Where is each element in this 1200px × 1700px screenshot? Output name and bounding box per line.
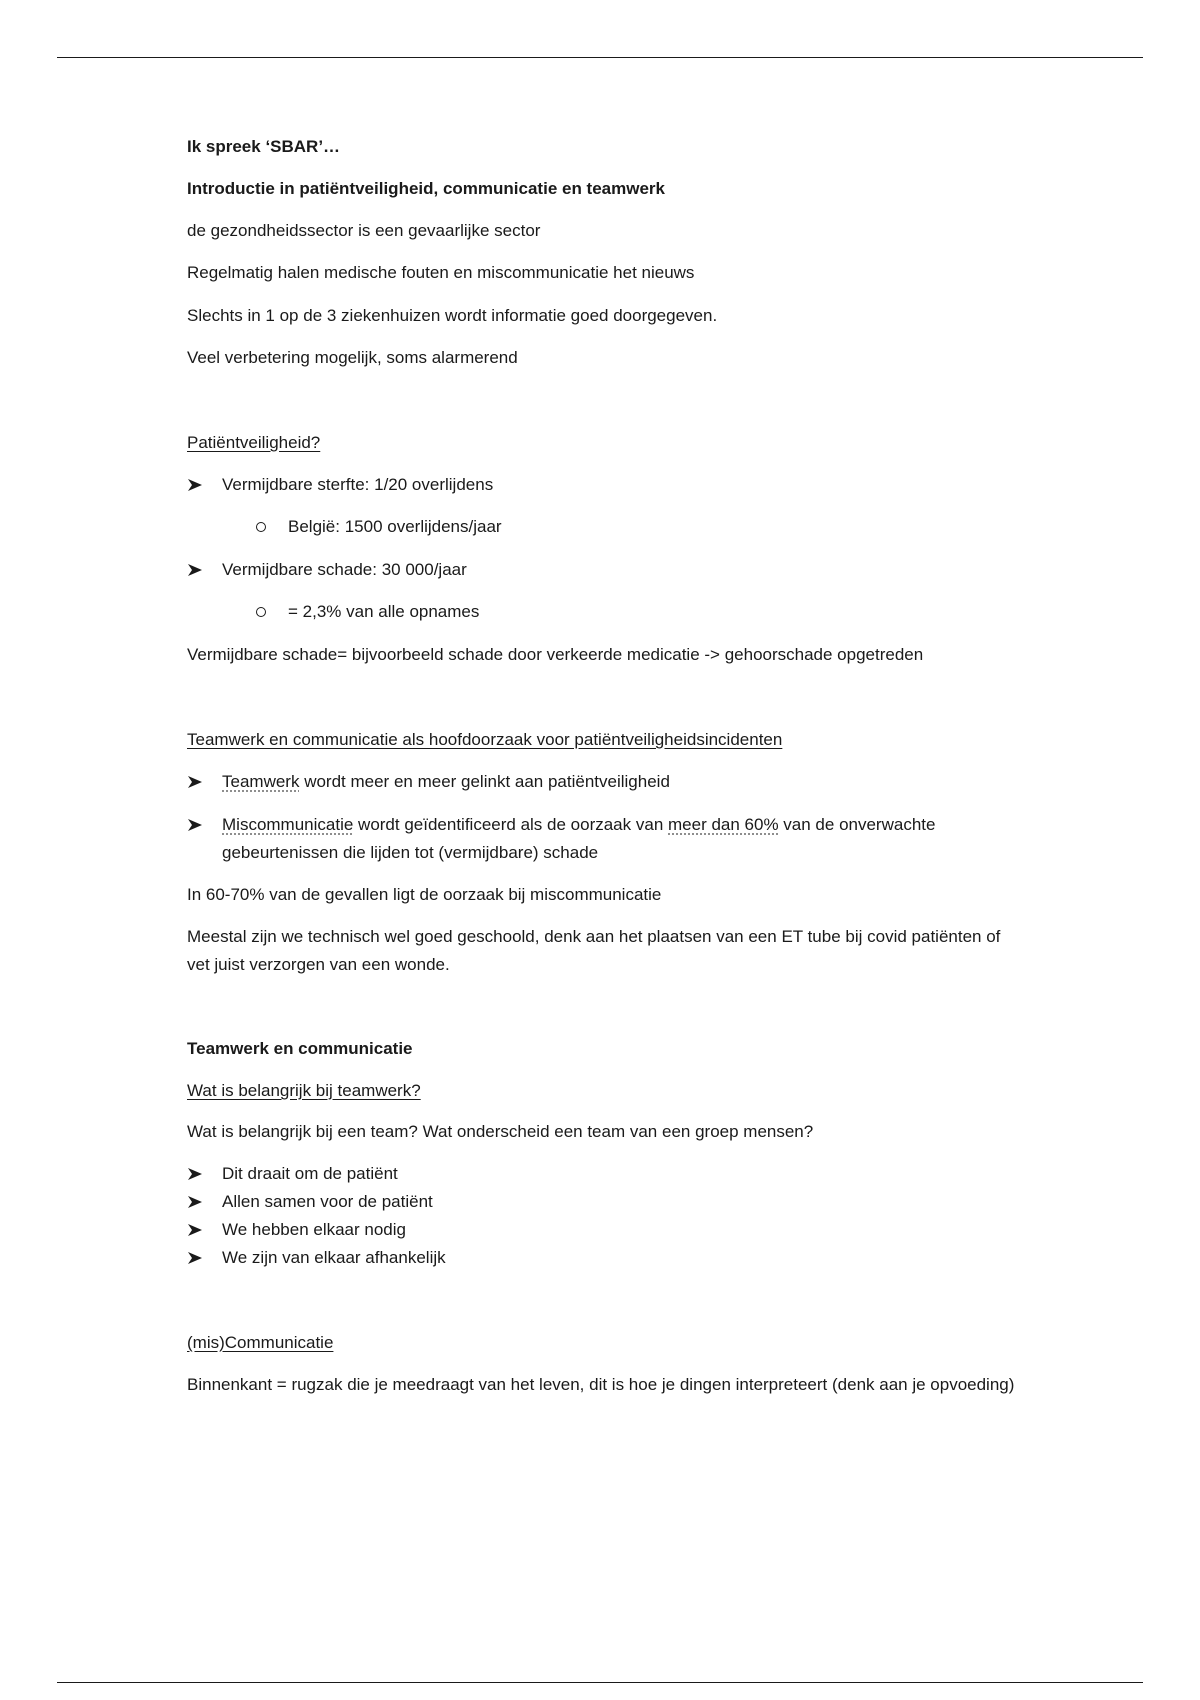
header-rule <box>57 57 1143 58</box>
list-item-text: Vermijdbare sterfte: 1/20 overlijdens <box>222 475 494 494</box>
list-item <box>187 811 1032 867</box>
sub-list-item <box>256 598 479 626</box>
teamwork-cause-paragraph: Meestal zijn we technisch wel goed geschoold, denk aan het plaatsen van een ET tube bij covid patiënten of vet juist verzorgen van een wonde. <box>187 927 1001 974</box>
list-item-text: Allen samen voor de patiënt <box>222 1192 433 1211</box>
list-item-text: Dit draait om de patiënt <box>222 1164 398 1183</box>
teamwork-subheading: Wat is belangrijk bij teamwerk? <box>187 1081 421 1100</box>
arrow-bullet-icon <box>187 556 222 576</box>
highlighted-term: Teamwerk <box>222 772 300 791</box>
list-item <box>187 1188 433 1216</box>
circle-bullet-icon <box>256 607 266 617</box>
list-item-mid: wordt geïdentificeerd als de oorzaak van <box>353 815 668 834</box>
list-item <box>187 471 493 499</box>
arrow-bullet-icon <box>187 768 222 788</box>
list-item-rest: wordt meer en meer gelinkt aan patiëntveiligheid <box>299 772 670 791</box>
list-item <box>187 1216 406 1244</box>
highlighted-term: meer dan 60% <box>668 815 779 834</box>
teamwork-cause-heading: Teamwerk en communicatie als hoofdoorzaak voor patiëntveiligheidsincidenten <box>187 730 783 749</box>
sub-list-item-text: België: 1500 overlijdens/jaar <box>288 517 502 536</box>
intro-line: de gezondheidssector is een gevaarlijke sector <box>187 221 541 240</box>
document-title: Ik spreek ‘SBAR’… <box>187 137 341 156</box>
sub-list-item <box>256 513 502 541</box>
patient-safety-heading: Patiëntveiligheid? <box>187 433 321 452</box>
intro-line: Regelmatig halen medische fouten en miscommunicatie het nieuws <box>187 263 695 282</box>
list-item <box>187 556 467 584</box>
arrow-bullet-icon <box>187 1188 222 1208</box>
list-item-text <box>222 768 670 796</box>
footer-rule <box>57 1682 1143 1683</box>
circle-bullet-icon <box>256 522 266 532</box>
teamwork-cause-paragraph: In 60-70% van de gevallen ligt de oorzaak bij miscommunicatie <box>187 885 662 904</box>
arrow-bullet-icon <box>187 1244 222 1264</box>
highlighted-term: Miscommunicatie <box>222 815 354 834</box>
list-item <box>187 1160 398 1188</box>
arrow-bullet-icon <box>187 1160 222 1180</box>
document-subtitle: Introductie in patiëntveiligheid, communicatie en teamwerk <box>187 179 665 198</box>
teamwork-heading: Teamwerk en communicatie <box>187 1039 413 1058</box>
arrow-bullet-icon <box>187 471 222 491</box>
list-item-text <box>222 811 1032 867</box>
intro-line: Veel verbetering mogelijk, soms alarmerend <box>187 348 518 367</box>
list-item-text: We zijn van elkaar afhankelijk <box>222 1248 446 1267</box>
patient-safety-note: Vermijdbare schade= bijvoorbeeld schade door verkeerde medicatie -> gehoorschade opgetreden <box>187 645 924 664</box>
list-item <box>187 1244 446 1272</box>
arrow-bullet-icon <box>187 1216 222 1236</box>
list-item-text: Vermijdbare schade: 30 000/jaar <box>222 560 467 579</box>
list-item-rest: van de onverwachte gebeurtenissen die lijden tot (vermijdbare) schade <box>222 815 936 862</box>
teamwork-question: Wat is belangrijk bij een team? Wat onderscheid een team van een groep mensen? <box>187 1122 814 1141</box>
list-item-text: We hebben elkaar nodig <box>222 1220 406 1239</box>
arrow-bullet-icon <box>187 811 222 831</box>
intro-line: Slechts in 1 op de 3 ziekenhuizen wordt informatie goed doorgegeven. <box>187 306 718 325</box>
miscommunication-heading: (mis)Communicatie <box>187 1333 334 1352</box>
sub-list-item-text: = 2,3% van alle opnames <box>288 602 480 621</box>
miscommunication-text: Binnenkant = rugzak die je meedraagt van het leven, dit is hoe je dingen interpreteert (denk aan je opvoeding) <box>187 1375 1015 1394</box>
list-item <box>187 768 670 796</box>
